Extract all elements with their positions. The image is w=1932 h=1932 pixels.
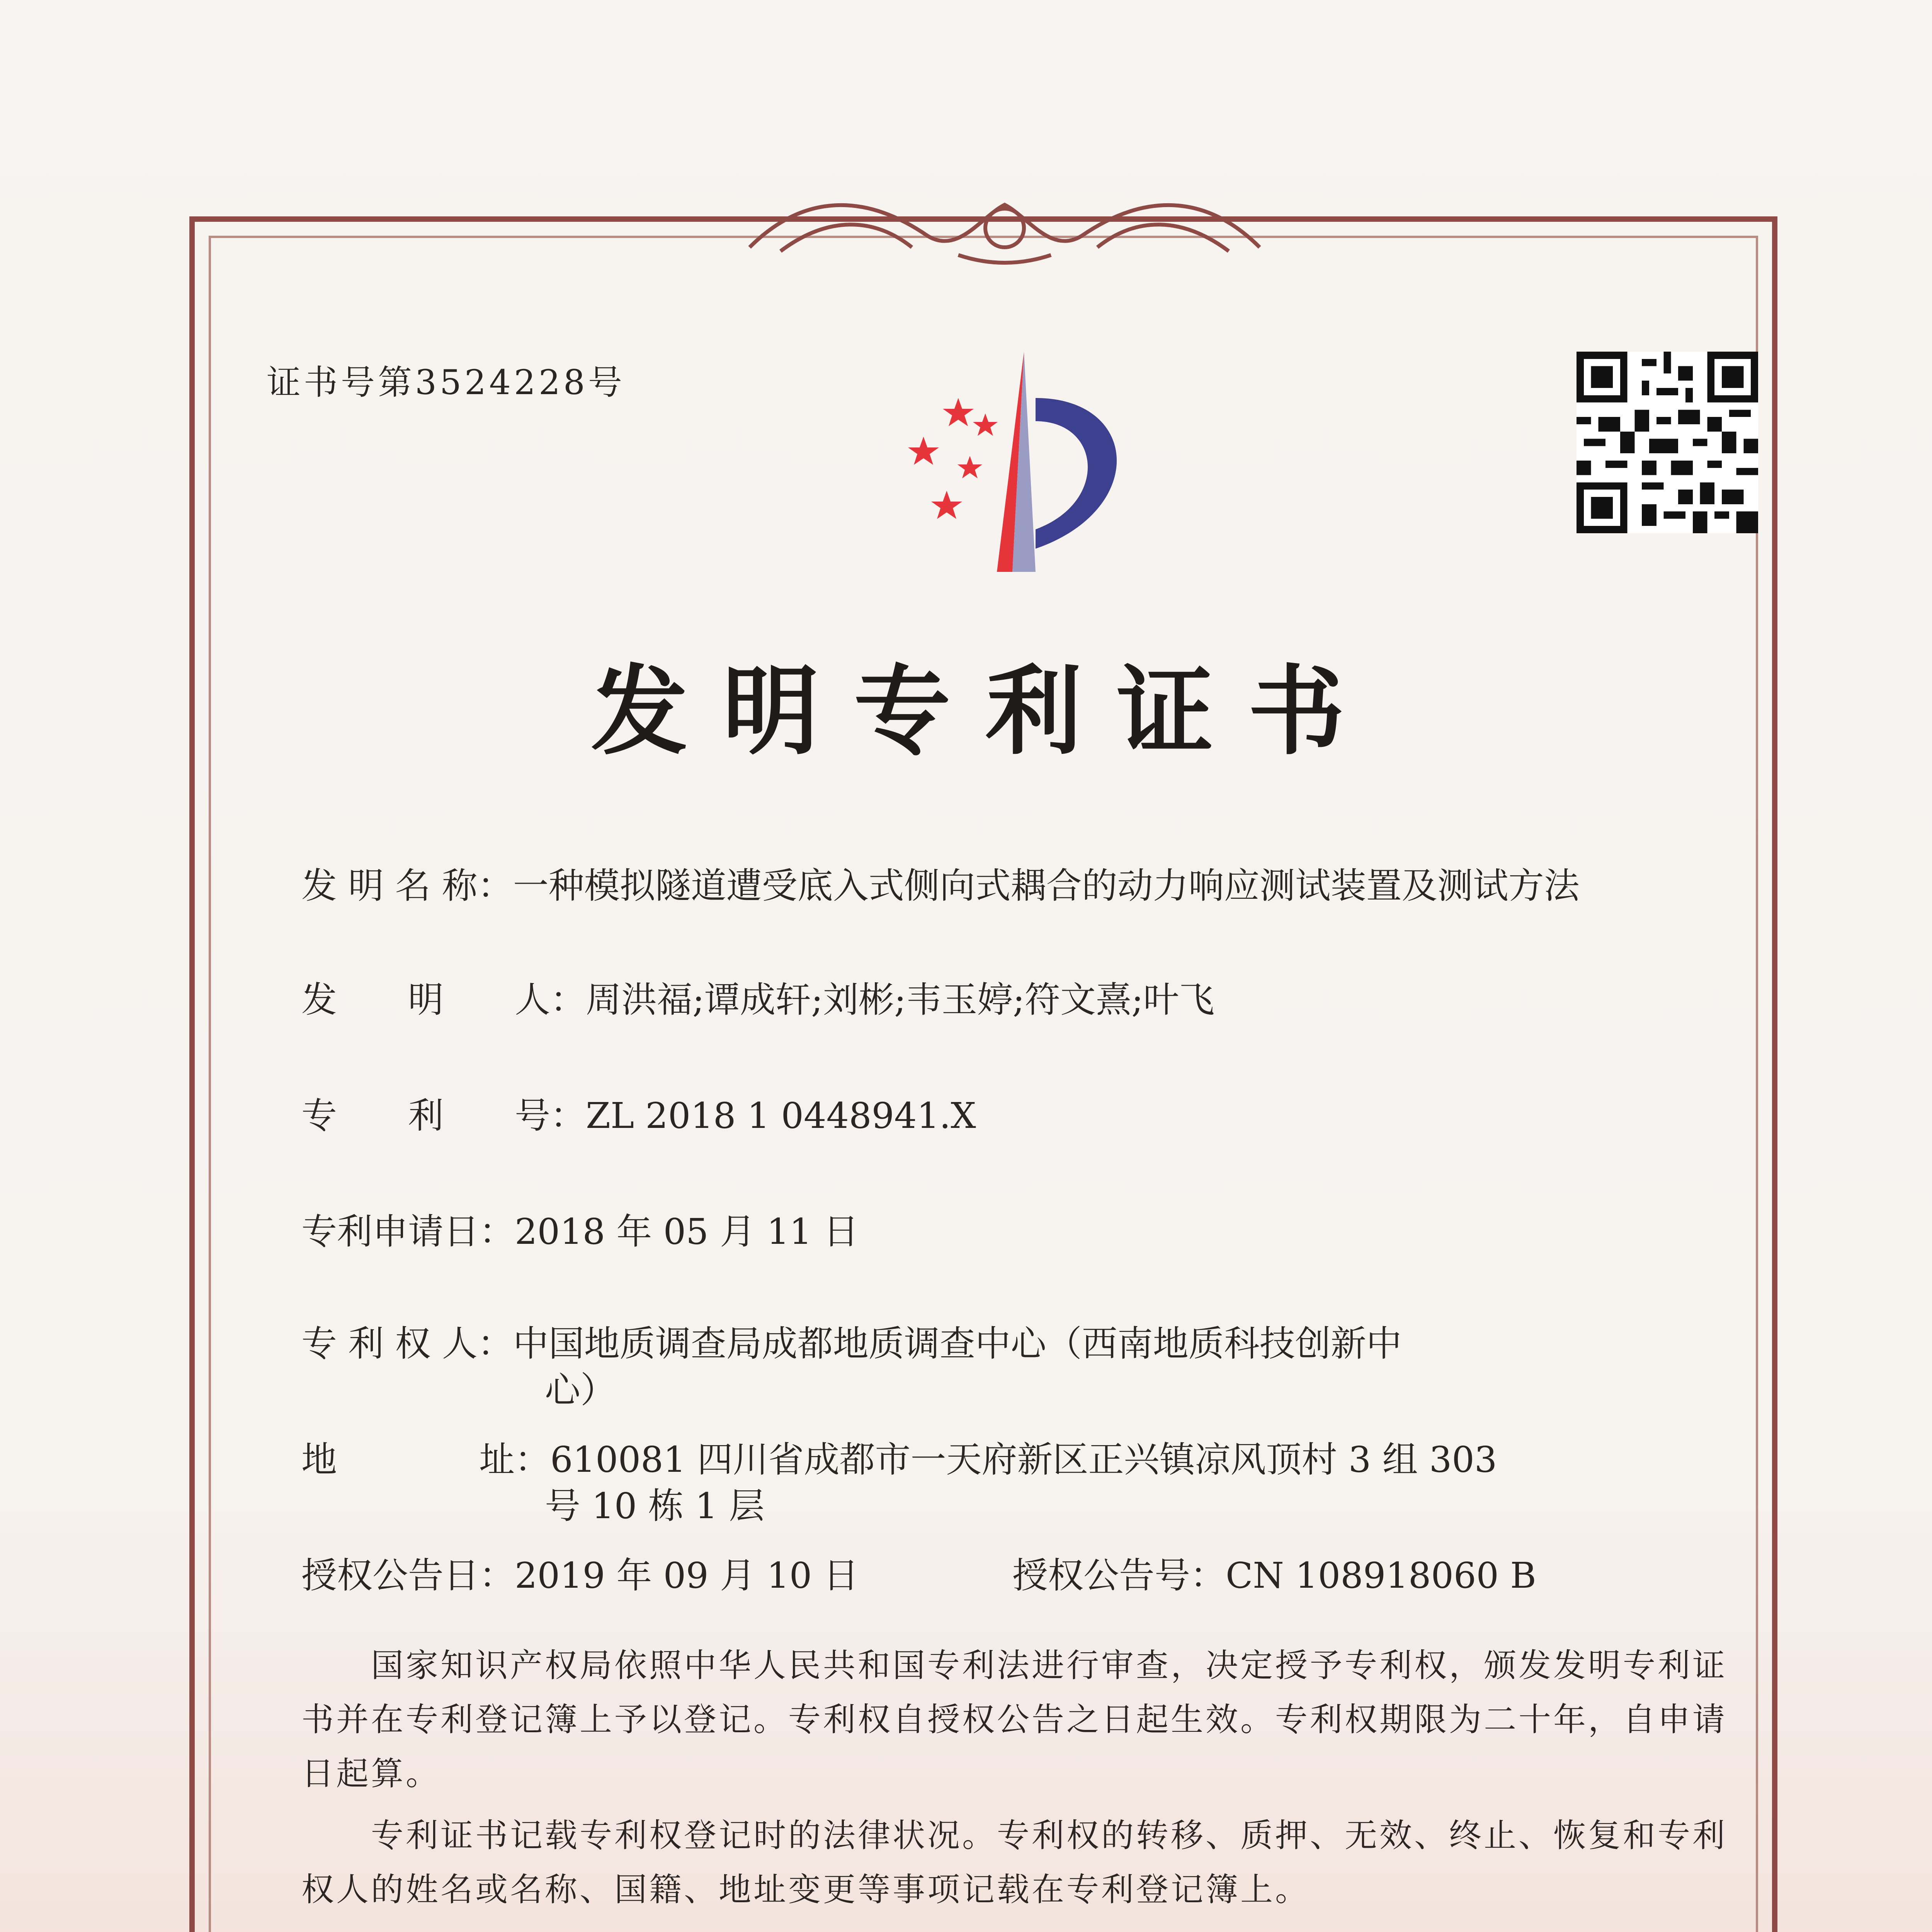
inventor-value: 周洪福;谭成轩;刘彬;韦玉婷;符文熹;叶飞 xyxy=(586,979,1214,1020)
grant-date-label: 授权公告日： xyxy=(301,1555,515,1596)
patentee-label: 专 利 权 人： xyxy=(301,1323,513,1364)
application-date-label: 专利申请日： xyxy=(301,1211,515,1252)
publication-number-row xyxy=(1012,1551,1536,1600)
patent-number-value: ZL 2018 1 0448941.X xyxy=(586,1095,976,1136)
patentee-row xyxy=(301,1320,1402,1368)
legal-paragraph-1: 国家知识产权局依照中华人民共和国专利法进行审查，决定授予专利权，颁发发明专利证书并在专利登记簿上予以登记。专利权自授权公告之日起生效。专利权期限为二十年，自申请日起算。 xyxy=(301,1646,1728,1793)
address-label: 地 址： xyxy=(301,1439,551,1480)
application-date-value: 2018 年 05 月 11 日 xyxy=(515,1211,859,1252)
top-ornament-icon xyxy=(726,170,1283,270)
invention-name-label: 发 明 名 称： xyxy=(301,865,513,906)
application-date-row xyxy=(301,1208,859,1256)
publication-number-value: CN 108918060 B xyxy=(1226,1555,1536,1596)
grant-date-value: 2019 年 09 月 10 日 xyxy=(515,1555,859,1596)
certificate-title: 发明专利证书 xyxy=(591,654,1379,768)
invention-name-value: 一种模拟隧道遭受底入式侧向式耦合的动力响应测试装置及测试方法 xyxy=(513,865,1580,906)
inventor-row xyxy=(301,976,1214,1024)
invention-name-row xyxy=(301,862,1580,910)
qr-code-icon xyxy=(1577,352,1758,533)
grant-date-row xyxy=(301,1551,859,1600)
address-row xyxy=(301,1435,1497,1484)
address-value-cont: 号 10 栋 1 层 xyxy=(545,1485,765,1527)
patentee-value: 中国地质调查局成都地质调查中心（西南地质科技创新中 xyxy=(513,1323,1402,1364)
patent-number-label: 专 利 号： xyxy=(301,1095,586,1136)
publication-number-label: 授权公告号： xyxy=(1012,1555,1226,1596)
patentee-value-cont: 心） xyxy=(545,1369,616,1411)
address-value: 610081 四川省成都市一天府新区正兴镇凉风顶村 3 组 303 xyxy=(550,1439,1497,1480)
patent-number-row xyxy=(301,1092,976,1140)
legal-paragraph-2: 专利证书记载专利权登记时的法律状况。专利权的转移、质押、无效、终止、恢复和专利权人的姓名或名称、国籍、地址变更等事项记载在专利登记簿上。 xyxy=(301,1816,1728,1908)
cnipa-logo-icon xyxy=(869,348,1159,580)
certificate-number: 证书号第3524228号 xyxy=(267,362,625,402)
inventor-label: 发 明 人： xyxy=(301,979,586,1020)
